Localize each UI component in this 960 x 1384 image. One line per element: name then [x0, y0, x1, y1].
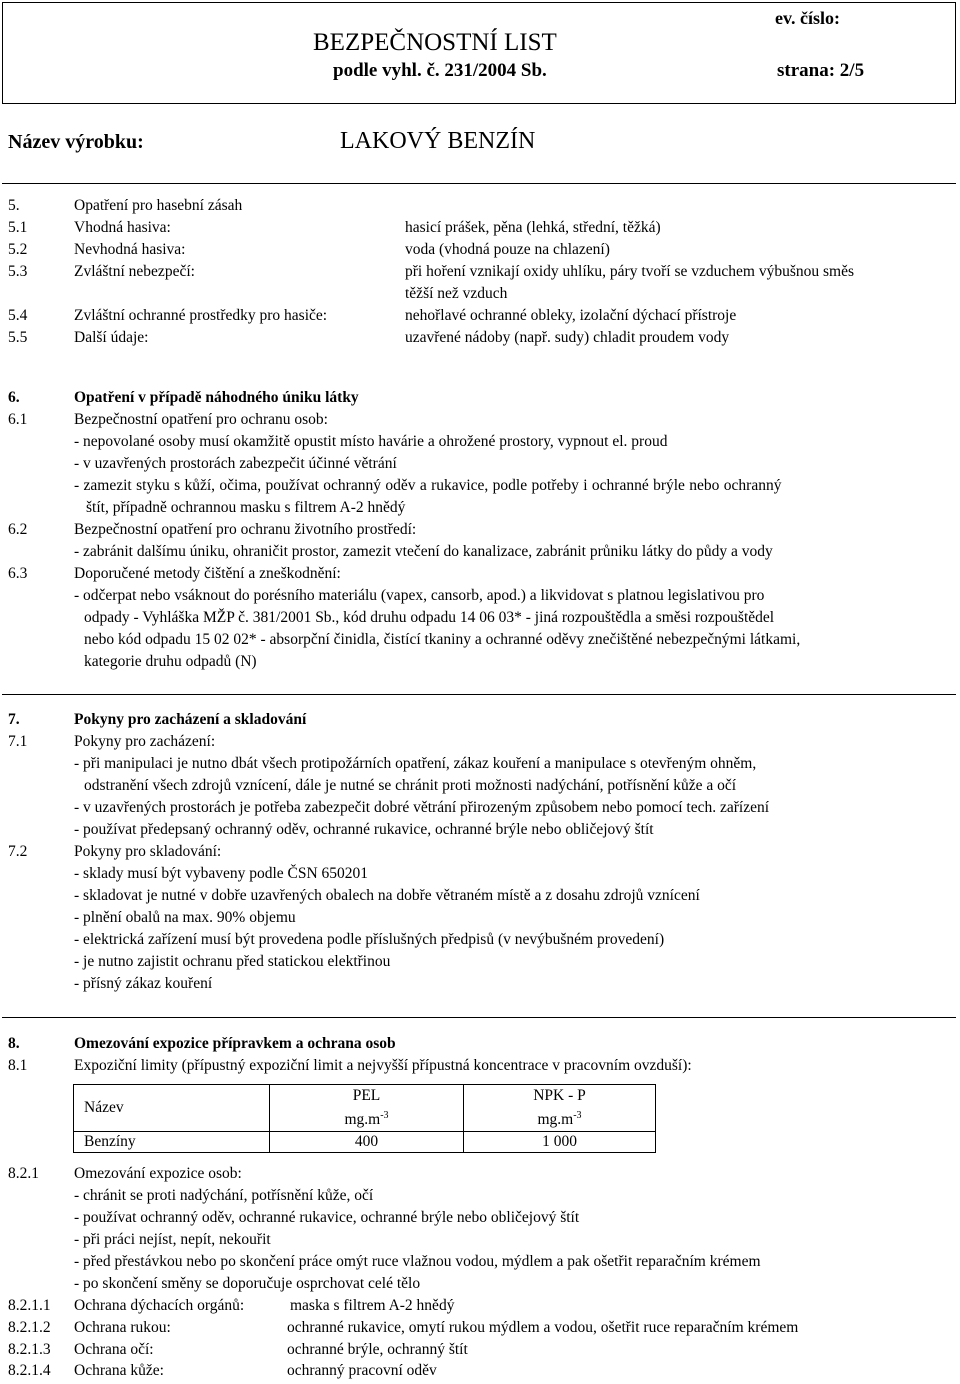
section-7-title: Pokyny pro zacházení a skladování: [74, 711, 307, 728]
item-number: 7.2: [8, 843, 28, 860]
item-value: při hoření vznikají oxidy uhlíku, páry tvoří se vzduchem výbušnou směs: [405, 263, 854, 280]
table-cell: 400: [270, 1132, 464, 1153]
unit-exponent: -3: [573, 1109, 582, 1121]
item-number: 8.2.1.3: [8, 1341, 51, 1358]
list-item: - používat předepsaný ochranný oděv, ochranné rukavice, ochranné brýle nebo obličejový štít: [74, 821, 654, 838]
table-header-cell: [270, 1085, 464, 1132]
section-8-title: Omezování expozice přípravkem a ochrana osob: [74, 1035, 396, 1052]
section-6-title: Opatření v případě náhodného úniku látky: [74, 389, 359, 406]
item-value: maska s filtrem A-2 hnědý: [290, 1297, 455, 1314]
document-title: BEZPEČNOSTNÍ LIST: [313, 29, 557, 56]
ev-cislo-label: ev. číslo:: [775, 8, 840, 28]
item-label: Pokyny pro zacházení:: [74, 733, 216, 750]
item-number: 8.2.1.2: [8, 1319, 51, 1336]
list-item: - skladovat je nutné v dobře uzavřených obalech na dobře větraném místě a z dosahu zdrojů vznícení: [74, 887, 700, 904]
item-value: ochranné brýle, ochranný štít: [287, 1341, 468, 1358]
item-label: Zvláštní nebezpečí:: [74, 263, 195, 280]
divider: [2, 694, 956, 695]
list-item: - je nutno zajistit ochranu před statickou elektřinou: [74, 953, 391, 970]
divider: [2, 183, 956, 184]
item-value: nehořlavé ochranné obleky, izolační dýchací přístroje: [405, 307, 737, 324]
unit-text: mg.m: [344, 1111, 381, 1129]
item-value-continued: těžší než vzduch: [405, 285, 508, 302]
item-value: ochranné rukavice, omytí rukou mýdlem a vodou, ošetřit ruce reparačním krémem: [287, 1319, 799, 1336]
list-item: - zamezit styku s kůží, očima, používat ochranný oděv a rukavice, podle potřeby i ochranné brýle nebo ochranný: [74, 477, 782, 494]
list-item: - po skončení směny se doporučuje osprchovat celé tělo: [74, 1275, 421, 1292]
list-item: - používat ochranný oděv, ochranné rukavice, ochranné brýle nebo obličejový štít: [74, 1209, 580, 1226]
col-npk-label: NPK - P: [533, 1086, 586, 1104]
item-value: uzavřené nádoby (např. sudy) chladit proudem vody: [405, 329, 730, 346]
list-item: - v uzavřených prostorách je potřeba zabezpečit dobré větrání přirozeným způsobem nebo pomocí tech. zařízení: [74, 799, 770, 816]
item-label: Zvláštní ochranné prostředky pro hasiče:: [74, 307, 328, 324]
list-item: - před přestávkou nebo po skončení práce omýt ruce vlažnou vodou, mýdlem a pak ošetřit reparačním krémem: [74, 1253, 761, 1270]
item-number: 5.2: [8, 241, 28, 258]
item-number: 8.2.1: [8, 1165, 39, 1182]
table-row: [74, 1132, 656, 1153]
item-label: Nevhodná hasiva:: [74, 241, 186, 258]
list-item: - při práci nejíst, nepít, nekouřit: [74, 1231, 271, 1248]
table-header-cell: [464, 1085, 656, 1132]
item-number: 5.3: [8, 263, 28, 280]
list-item: - nepovolané osoby musí okamžitě opustit místo havárie a ohrožené prostory, vypnout el. proud: [74, 433, 668, 450]
page-number: strana: 2/5: [777, 60, 865, 81]
unit-exponent: -3: [380, 1109, 389, 1121]
item-number: 6.3: [8, 565, 28, 582]
list-item: - plnění obalů na max. 90% objemu: [74, 909, 296, 926]
list-item-continued: odpady - Vyhláška MŽP č. 381/2001 Sb., kód druhu odpadu 14 06 03* - jiná rozpouštědla a směsi rozpouštědel: [84, 609, 775, 626]
product-name: LAKOVÝ BENZÍN: [340, 128, 536, 154]
list-item: - elektrická zařízení musí být provedena podle příslušných předpisů (v nevýbušném provedení): [74, 931, 665, 948]
divider: [2, 1017, 956, 1018]
unit-text: mg.m: [537, 1111, 574, 1129]
list-item: - při manipulaci je nutno dbát všech protipožárních opatření, zákaz kouření a manipulace s otevřeným ohněm,: [74, 755, 757, 772]
list-item-continued: odstranění všech zdrojů vznícení, dále je nutné se chránit proti možnosti nadýchání, potřísnění kůže a očí: [84, 777, 737, 794]
item-number: 6.1: [8, 411, 28, 428]
item-number: 8.1: [8, 1057, 28, 1074]
table-header-row: [74, 1085, 656, 1132]
item-value: ochranný pracovní oděv: [287, 1362, 437, 1379]
col-npk-unit: [474, 1106, 645, 1130]
list-item: - v uzavřených prostorách zabezpečit účinné větrání: [74, 455, 397, 472]
col-pel-label: PEL: [352, 1086, 381, 1104]
item-number: 6.2: [8, 521, 28, 538]
list-item: - zabránit dalšímu úniku, ohraničit prostor, zamezit vtečení do kanalizace, zabránit průniku látky do půdy a vody: [74, 543, 773, 560]
document-subtitle: podle vyhl. č. 231/2004 Sb.: [333, 60, 547, 81]
item-label: Ochrana rukou:: [74, 1319, 171, 1336]
section-8-number: 8.: [8, 1035, 20, 1052]
list-item: - přísný zákaz kouření: [74, 975, 213, 992]
list-item-continued: kategorie druhu odpadů (N): [84, 653, 257, 670]
item-number: 8.2.1.1: [8, 1297, 51, 1314]
item-number: 7.1: [8, 733, 28, 750]
section-5-number: 5.: [8, 197, 20, 214]
item-number: 5.1: [8, 219, 28, 236]
product-label: Název výrobku:: [8, 131, 144, 153]
table-cell: 1 000: [464, 1132, 656, 1153]
item-label: Vhodná hasiva:: [74, 219, 171, 236]
section-5-title: Opatření pro hasební zásah: [74, 197, 243, 214]
item-label: Bezpečnostní opatření pro ochranu životního prostředí:: [74, 521, 417, 538]
item-number: 8.2.1.4: [8, 1362, 51, 1379]
item-label: Expoziční limity (přípustný expoziční limit a nejvyšší přípustná koncentrace v pracovním ovzduší):: [74, 1057, 692, 1074]
item-label: Pokyny pro skladování:: [74, 843, 222, 860]
section-7-number: 7.: [8, 711, 20, 728]
item-number: 5.4: [8, 307, 28, 324]
item-label: Omezování expozice osob:: [74, 1165, 242, 1182]
item-label: Ochrana dýchacích orgánů:: [74, 1297, 245, 1314]
col-pel-unit: [280, 1106, 453, 1130]
list-item-continued: štít, případně ochrannou masku s filtrem A-2 hnědý: [86, 499, 406, 516]
table-header-cell: Název: [74, 1085, 270, 1132]
item-label: Ochrana kůže:: [74, 1362, 164, 1379]
list-item: - sklady musí být vybaveny podle ČSN 650201: [74, 865, 369, 882]
table-cell: Benzíny: [74, 1132, 270, 1153]
list-item: - odčerpat nebo vsáknout do porésního materiálu (vapex, cansorb, apod.) a likvidovat s platnou legislativou pro: [74, 587, 765, 604]
item-value: hasicí prášek, pěna (lehká, střední, těžká): [405, 219, 661, 236]
item-value: voda (vhodná pouze na chlazení): [405, 241, 610, 258]
section-6-number: 6.: [8, 389, 20, 406]
item-label: Další údaje:: [74, 329, 149, 346]
item-label: Bezpečnostní opatření pro ochranu osob:: [74, 411, 328, 428]
list-item-continued: nebo kód odpadu 15 02 02* - absorpční činidla, čistící tkaniny a ochranné oděvy znečištěné nebezpečnými látkami,: [84, 631, 801, 648]
list-item: - chránit se proti nadýchání, potřísnění kůže, očí: [74, 1187, 374, 1204]
item-label: Doporučené metody čištění a zneškodnění:: [74, 565, 341, 582]
item-number: 5.5: [8, 329, 28, 346]
exposure-limits-table: [73, 1084, 656, 1153]
item-label: Ochrana očí:: [74, 1341, 154, 1358]
